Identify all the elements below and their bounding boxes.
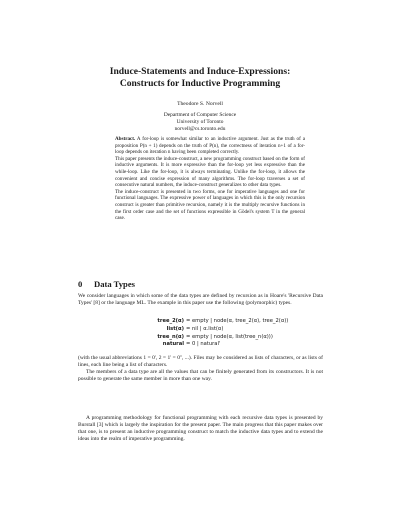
title-line-1: Induce-Statements and Induce-Expressions: <box>109 66 291 77</box>
affiliation <box>60 112 340 133</box>
abstract-paragraph-1 <box>115 136 305 156</box>
definition-lhs: natural <box>162 341 184 348</box>
definition-rhs: = 0 | natural' <box>186 341 221 348</box>
affiliation-email: norvell@cs.toronto.edu <box>174 126 226 132</box>
author-name: Theodore S. Norvell <box>177 101 223 107</box>
type-definitions <box>150 318 310 349</box>
affiliation-department: Department of Computer Science <box>163 112 237 118</box>
definition-rhs: = empty | node(α, tree_2(α), tree_2(α)) <box>186 318 289 324</box>
abstract-text-1: A for-loop is somewhat similar to an inductive argument. Just as the truth of a proposition P(n + 1) depends on the truth of P(n), the correctness of iteration n+1 of a for-loop depends on iteration n having been completed correctly. <box>115 136 305 156</box>
abstract-paragraph-2: This paper presents the induce-construct, a new programming construct based on the form of inductive arguments. It is more expressive than the for-loop yet less expressive than the while-loop. Like the for-loop, it is always terminating. Unlike the for-loop, it allows the convenient and concise expression of many algorithms. The for-loop traverses a set of consecutive natural numbers, the induce-construct generalizes to other data types. <box>115 155 305 189</box>
definition-row <box>150 334 310 342</box>
affiliation-university: University of Toronto <box>176 119 224 125</box>
abstract-paragraph-3: The induce-construct is presented in two forms, one for imperative languages and one for functional languages. The expressive power of languages in which this is the only recursion construct is greater than primitive recursion, namely it is the multiply recursive functions in the first order case and the set of functions expressible in Gödel's system T in the general case. <box>115 188 305 222</box>
definition-lhs: tree_n(α) <box>157 333 184 340</box>
definition-row <box>150 326 310 334</box>
title-line-2: Constructs for Inductive Programming <box>119 78 281 89</box>
definition-row <box>150 318 310 326</box>
definition-rhs: = empty | node(α, list(tree_n(α))) <box>186 333 273 340</box>
abstract <box>115 136 305 222</box>
definition-rhs: = nil | α.list(α) <box>186 325 224 332</box>
definition-lhs: tree_2(α) <box>157 318 184 324</box>
body-paragraph-3 <box>78 415 323 443</box>
paragraph-text: A programming methodology for functional programming with each recursive data types is presented by Burstall [3] which is largely the inspiration for the present paper. The main progress that this paper makes over that one, is to present an inductive programming construct to match the inductive data types and to extend the ideas into the realm of imperative programming. <box>78 415 323 443</box>
section-title: Data Types <box>94 279 135 289</box>
paragraph-text: (with the usual abbreviations 1 = 0', 2 = 1' = 0'', ...). Files may be considered as lists of characters, or as lists of lines, each line being a list of characters. <box>78 355 323 369</box>
section-heading <box>78 279 135 289</box>
definition-lhs: list(α) <box>166 325 184 332</box>
paragraph-text: We consider languages in which some of the data types are defined by recursion as in Hoare's 'Recursive Data Types' [8] or the language ML. The example in this paper use the following (polymorphic) types. <box>78 293 323 307</box>
abstract-label: Abstract. <box>115 136 136 142</box>
section-number: 0 <box>78 279 83 289</box>
paper-title <box>60 66 340 90</box>
paragraph-text: The members of a data type are all the values that can be finitely generated from its constructors. It is not possible to generate the same member in more than one way. <box>78 369 323 383</box>
body-paragraph-1 <box>78 293 323 307</box>
definition-row <box>150 341 310 349</box>
body-paragraph-2 <box>78 355 323 383</box>
